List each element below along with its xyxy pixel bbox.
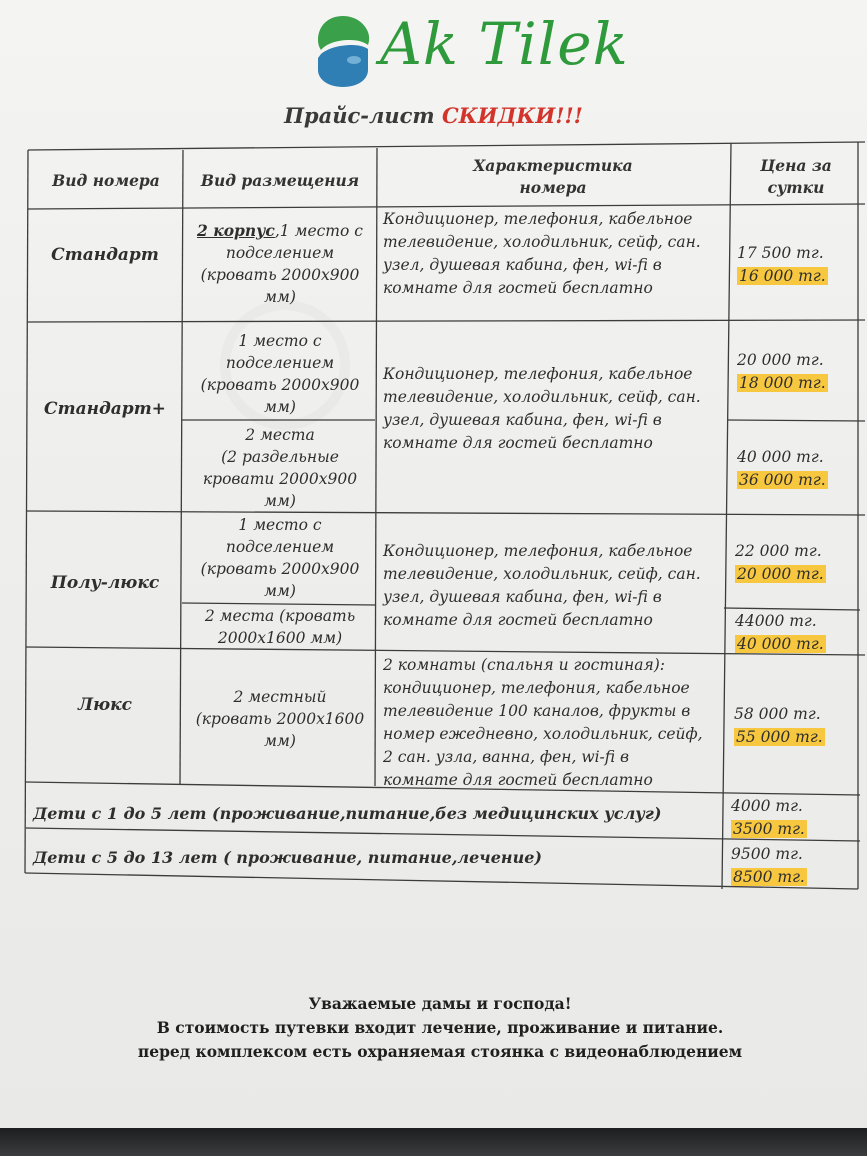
header-price-line1: Цена за: [760, 156, 832, 175]
room-standard-plus-price-2: [737, 446, 828, 492]
feature-line: телевидение, холодильник, сейф, сан.: [383, 388, 701, 406]
kids-5-13-label: Дети с 5 до 13 лет ( проживание, питание,лечение): [33, 848, 542, 867]
price-old: 40 000 тг.: [737, 448, 824, 466]
price-discounted: 36 000 тг.: [739, 471, 826, 489]
header-placement: Вид размещения: [200, 171, 360, 190]
room-standard-name: Стандарт: [51, 245, 159, 265]
feature-line: телевидение, холодильник, сейф, сан.: [383, 565, 701, 583]
placement-line: 1 место с: [238, 332, 322, 350]
footer-line-1: Уважаемые дамы и господа!: [308, 994, 572, 1013]
placement-rest: ,1 место с: [274, 222, 363, 240]
feature-line: Кондиционер, телефония, кабельное: [383, 365, 693, 383]
room-semi-lux-features: [383, 540, 728, 632]
table-surface: [0, 1128, 867, 1156]
feature-line: 2 сан. узла, ванна, фен, wi-fi в: [383, 748, 630, 766]
brand-name: Ak Tilek: [380, 10, 629, 78]
placement-line: (кровать 2000х1600: [195, 710, 365, 728]
placement-line: 1 место с: [238, 516, 322, 534]
placement-line: мм): [264, 732, 296, 750]
header-price: [732, 155, 860, 199]
room-standard-plus-features: [383, 363, 728, 455]
price-old: 22 000 тг.: [735, 542, 822, 560]
feature-line: комнате для гостей бесплатно: [383, 611, 653, 629]
placement-line: 2000х1600 мм): [217, 629, 343, 647]
header-features-line1: Характеристика: [473, 156, 633, 175]
feature-line: 2 комнаты (спальня и гостиная):: [383, 656, 666, 674]
placement-line: (кровать 2000х900: [200, 376, 360, 394]
price-discounted: 20 000 тг.: [737, 565, 824, 583]
placement-line: [184, 220, 376, 242]
room-semi-lux-placement-2: [184, 605, 376, 649]
price-old: 44000 тг.: [735, 612, 817, 630]
placement-line: (2 раздельные: [221, 448, 339, 466]
feature-line: узел, душевая кабина, фен, wi-fi в: [383, 411, 662, 429]
placement-line: мм): [264, 398, 296, 416]
feature-line: узел, душевая кабина, фен, wi-fi в: [383, 256, 662, 274]
room-standard-features: [383, 208, 728, 300]
room-semi-lux-price-1: [735, 540, 826, 586]
placement-line: 2 места: [245, 426, 315, 444]
price-discounted: 16 000 тг.: [739, 267, 826, 285]
room-lux-price: [734, 703, 825, 749]
placement-line: мм): [264, 288, 296, 306]
price-old: 17 500 тг.: [737, 244, 824, 262]
feature-line: кондиционер, телефония, кабельное: [383, 679, 690, 697]
room-standard-plus-placement-2: [184, 424, 376, 512]
feature-line: Кондиционер, телефония, кабельное: [383, 210, 693, 228]
placement-line: (кровать 2000х900: [200, 266, 360, 284]
placement-line: подселением: [225, 538, 335, 556]
placement-line: мм): [264, 492, 296, 510]
room-semi-lux-price-2: [735, 610, 826, 656]
footer-note: [0, 992, 867, 1064]
building-label: 2 корпус: [197, 221, 275, 240]
placement-line: подселением: [225, 244, 335, 262]
feature-line: телевидение 100 каналов, фрукты в: [383, 702, 691, 720]
kids-1-5-label: Дети с 1 до 5 лет (проживание,питание,без медицинских услуг): [33, 804, 662, 823]
price-discounted: 3500 тг.: [733, 820, 805, 838]
price-discounted: 40 000 тг.: [737, 635, 824, 653]
placement-line: мм): [264, 582, 296, 600]
price-discounted: 18 000 тг.: [739, 374, 826, 392]
feature-line: комнате для гостей бесплатно: [383, 771, 653, 789]
footer-line-3: перед комплексом есть охраняемая стоянка с видеонаблюдением: [137, 1042, 743, 1061]
room-semi-lux-name: Полу-люкс: [50, 573, 160, 593]
placement-line: (кровать 2000х900: [200, 560, 360, 578]
room-standard-plus-placement-1: [184, 330, 376, 418]
header-price-line2: сутки: [767, 178, 825, 197]
title-prefix: Прайс-лист: [284, 103, 435, 128]
price-old: 58 000 тг.: [734, 705, 821, 723]
price-old: 20 000 тг.: [737, 351, 824, 369]
feature-line: комнате для гостей бесплатно: [383, 279, 653, 297]
header-features: [378, 155, 728, 199]
header-features-line2: номера: [519, 178, 587, 197]
feature-line: комнате для гостей бесплатно: [383, 434, 653, 452]
room-lux-name: Люкс: [78, 695, 132, 715]
page-title: [0, 103, 867, 128]
footer-line-2: В стоимость путевки входит лечение, проживание и питание.: [156, 1018, 724, 1037]
feature-line: узел, душевая кабина, фен, wi-fi в: [383, 588, 662, 606]
feature-line: Кондиционер, телефония, кабельное: [383, 542, 693, 560]
price-old: 4000 тг.: [731, 797, 803, 815]
price-old: 9500 тг.: [731, 845, 803, 863]
placement-line: кровати 2000х900: [202, 470, 358, 488]
kids-5-13-price: [731, 843, 807, 889]
room-lux-features: [383, 654, 728, 792]
placement-line: 2 местный: [233, 688, 327, 706]
room-standard-plus-price-1: [737, 349, 828, 395]
kids-1-5-price: [731, 795, 807, 841]
feature-line: номер ежедневно, холодильник, сейф,: [383, 725, 703, 743]
room-standard-plus-name: Стандарт+: [44, 399, 166, 419]
title-discount: СКИДКИ!!!: [441, 103, 583, 128]
price-discounted: 8500 тг.: [733, 868, 805, 886]
price-discounted: 55 000 тг.: [736, 728, 823, 746]
ak-tilek-logo-icon: [316, 14, 370, 88]
room-standard-price: [737, 242, 828, 288]
placement-line: подселением: [225, 354, 335, 372]
header-room-type: Вид номера: [52, 171, 160, 190]
placement-line: 2 места (кровать: [204, 607, 356, 625]
room-lux-placement: [184, 686, 376, 752]
room-semi-lux-placement-1: [184, 514, 376, 602]
feature-line: телевидение, холодильник, сейф, сан.: [383, 233, 701, 251]
room-standard-placement: [184, 220, 376, 308]
